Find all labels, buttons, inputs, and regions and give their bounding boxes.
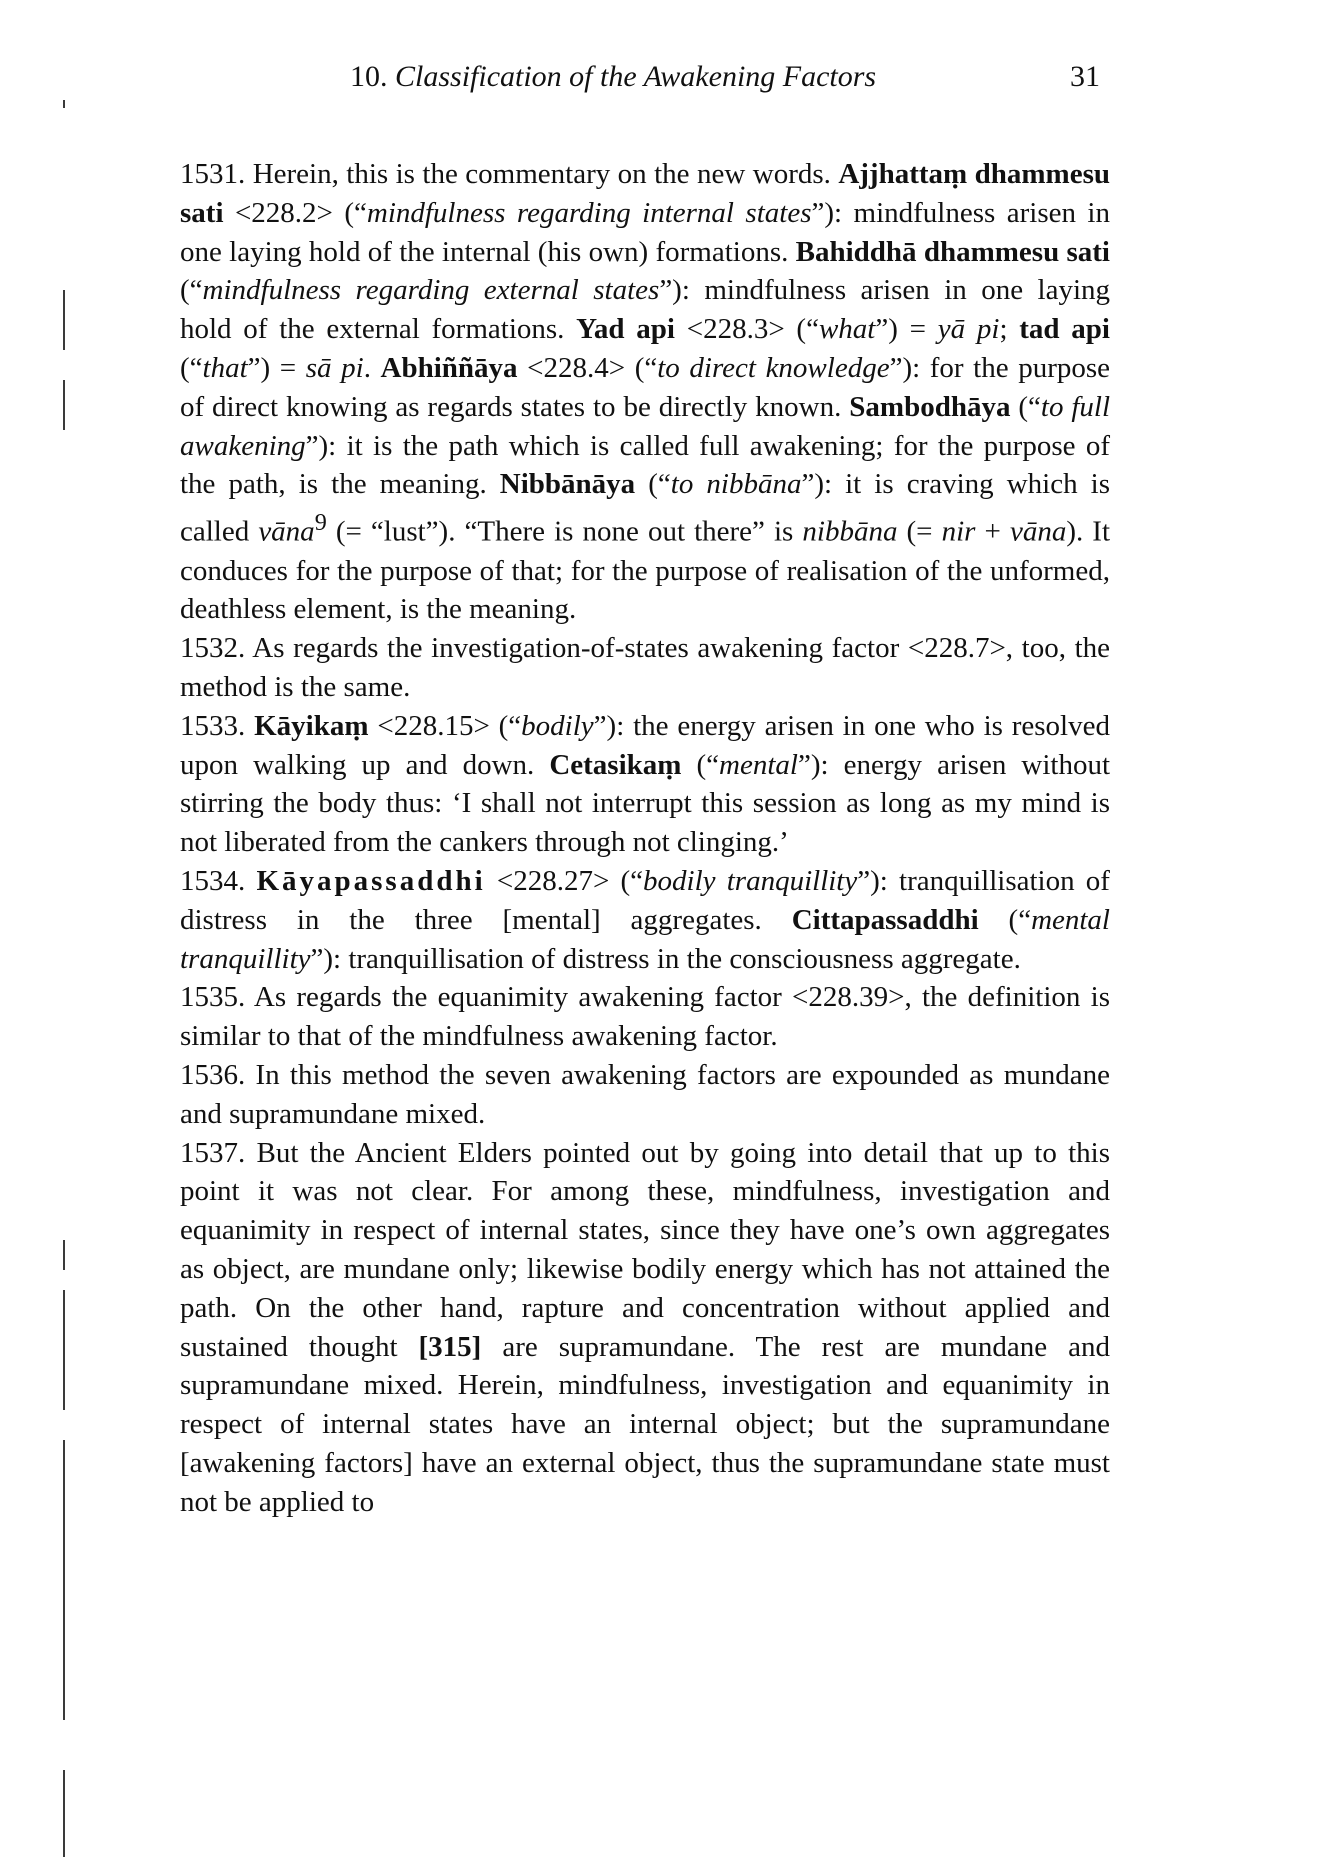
text-run: Herein, this is the commentary on the new words. — [245, 158, 839, 190]
text-run: are supramundane. The rest are mundane and supramundane mixed. Herein, mindfulness, investigation and equanimity in respect of internal states have an internal object; but the supramundane [awakening factors] have an external object, thus the supramundane state must not be applied to — [180, 1330, 1110, 1518]
pali-term: Abhiññāya — [380, 351, 518, 384]
paragraph — [180, 1056, 1110, 1134]
body-text — [180, 155, 1110, 1522]
pali-term: Bahiddhā dhammesu sati — [795, 235, 1110, 268]
text-run: In this method the seven awakening factors are expounded as mundane and supramundane mixed. — [180, 1058, 1110, 1130]
pali-term: Cittapassaddhi — [791, 903, 979, 936]
text-run: (= “lust”). “There is none out there” is — [326, 515, 803, 548]
text-run — [245, 710, 254, 742]
scan-edge-line — [63, 1240, 65, 1270]
paragraph-number: 1532. — [180, 632, 246, 665]
text-run: ”) = — [875, 313, 938, 346]
italic-gloss: vāna — [258, 515, 315, 548]
text-run: ). It conduces for the purpose of that; for the purpose of realisation of the unformed, deathless element, is the meaning. — [180, 515, 1111, 626]
paragraph-number: 1531. — [180, 158, 246, 190]
pali-term: Yad api — [576, 313, 675, 346]
paragraph — [180, 155, 1110, 629]
italic-gloss: to nibbāna — [670, 468, 802, 501]
paragraph-number: 1534. — [180, 865, 246, 897]
text-run: (“ — [978, 903, 1032, 936]
pali-term: Ajjhattaṃ dhammesu sati — [180, 158, 1110, 229]
text-run: (“ — [180, 351, 203, 384]
text-run: But the Ancient Elders pointed out by going into detail that up to this point it was not clear. For among these, mindfulness, investigation and equanimity in respect of internal states, since they have one’s own aggregates as object, are mundane only; likewise bodily energy which has not attained the path. On the other hand, rapture and concentration without applied and sustained thought — [180, 1136, 1110, 1363]
text-run: ; — [999, 313, 1020, 346]
text-run: ”): it is craving which is called — [180, 468, 1110, 548]
pali-term: tad api — [1019, 313, 1110, 346]
text-run: (= — [897, 515, 942, 548]
text-run: <228.3> (“ — [674, 313, 819, 346]
text-run: ”): for the purpose of direct knowing as regards states to be directly known. — [180, 351, 1111, 423]
page-number: 31 — [1070, 60, 1100, 93]
text-run: ”): tranquillisation of distress in the three [mental] aggregates. — [180, 865, 1110, 936]
italic-gloss: to full awakening — [180, 390, 1111, 462]
scan-edge-line — [63, 290, 65, 350]
text-run: (“ — [1010, 390, 1041, 423]
text-run: <228.2> (“ — [223, 196, 367, 229]
italic-gloss: nibbāna — [802, 515, 898, 548]
text-run: As regards the investigation-of-states awakening factor <228.7>, too, the method is the same. — [180, 632, 1110, 704]
pali-term: Kāyikaṃ — [254, 709, 369, 742]
italic-gloss: that — [202, 351, 248, 384]
paragraph-number: 1535. — [180, 981, 246, 1014]
paragraph — [180, 862, 1110, 978]
italic-gloss: to direct knowledge — [657, 351, 890, 384]
text-run: <228.4> (“ — [517, 351, 658, 384]
italic-gloss: mental tranquillity — [180, 903, 1110, 975]
italic-gloss: mindfulness regarding internal states — [366, 196, 812, 229]
scan-edge-line — [63, 1770, 65, 1857]
text-run: ”): the energy arisen in one who is resolved upon walking up and down. — [180, 709, 1110, 781]
text-run: ”): energy arisen without stirring the body thus: ‘I shall not interrupt this session as long as my mind is not liberated from the cankers through not clinging.’ — [180, 748, 1111, 859]
italic-gloss: nir — [941, 515, 976, 548]
paragraph — [180, 1134, 1110, 1522]
scan-edge-line — [63, 100, 65, 108]
paragraph-number: 1536. — [180, 1058, 246, 1091]
paragraph-number: 1533. — [180, 709, 246, 742]
italic-gloss: bodily — [521, 709, 594, 742]
text-run: + — [975, 515, 1010, 548]
text-run: (“ — [635, 468, 671, 501]
scan-edge-line — [63, 1440, 65, 1720]
paragraph-number: 1537. — [180, 1136, 246, 1169]
text-run: As regards the equanimity awakening factor <228.39>, the definition is similar to that of the mindfulness awakening factor. — [180, 981, 1110, 1053]
scan-edge-line — [63, 380, 65, 430]
pali-term: Sambodhāya — [849, 390, 1011, 423]
pali-term: Nibbānāya — [499, 468, 636, 501]
pali-term: Kāyapassaddhi — [256, 865, 486, 897]
pali-term: [315] — [418, 1330, 482, 1363]
italic-gloss: bodily tranquillity — [643, 865, 858, 897]
italic-gloss: vāna — [1009, 515, 1067, 548]
text-run: <228.27> (“ — [485, 865, 644, 897]
running-header — [350, 60, 1100, 100]
text-run — [245, 865, 256, 897]
scan-edge-line — [63, 1290, 65, 1410]
italic-gloss: mental — [719, 748, 798, 781]
text-run: (“ — [681, 748, 720, 781]
chapter-number: 10. — [350, 60, 388, 93]
italic-gloss: sā pi — [305, 351, 364, 384]
italic-gloss: mindfulness regarding external states — [202, 274, 660, 307]
text-run: . — [363, 351, 381, 384]
pali-term: Cetasikaṃ — [549, 748, 682, 781]
text-run: <228.15> (“ — [368, 709, 522, 742]
text-run: ”): mindfulness arisen in one laying hold of the internal (his own) formations. — [180, 196, 1110, 268]
paragraph — [180, 978, 1110, 1056]
text-run: ”): mindfulness arisen in one laying hold of the external formations. — [180, 274, 1110, 346]
italic-gloss: yā pi — [937, 313, 1000, 346]
paragraph — [180, 707, 1110, 862]
footnote-marker: 9 — [314, 509, 327, 537]
chapter-title: Classification of the Awakening Factors — [395, 60, 877, 93]
italic-gloss: what — [818, 313, 876, 346]
paragraph — [180, 629, 1110, 707]
text-run: ”) = — [247, 351, 306, 384]
text-run: ”): it is the path which is called full awakening; for the purpose of the path, is the meaning. — [180, 429, 1110, 501]
text-run: (“ — [180, 274, 203, 307]
running-head-title — [350, 60, 876, 94]
text-run: ”): tranquillisation of distress in the consciousness aggregate. — [310, 942, 1021, 975]
